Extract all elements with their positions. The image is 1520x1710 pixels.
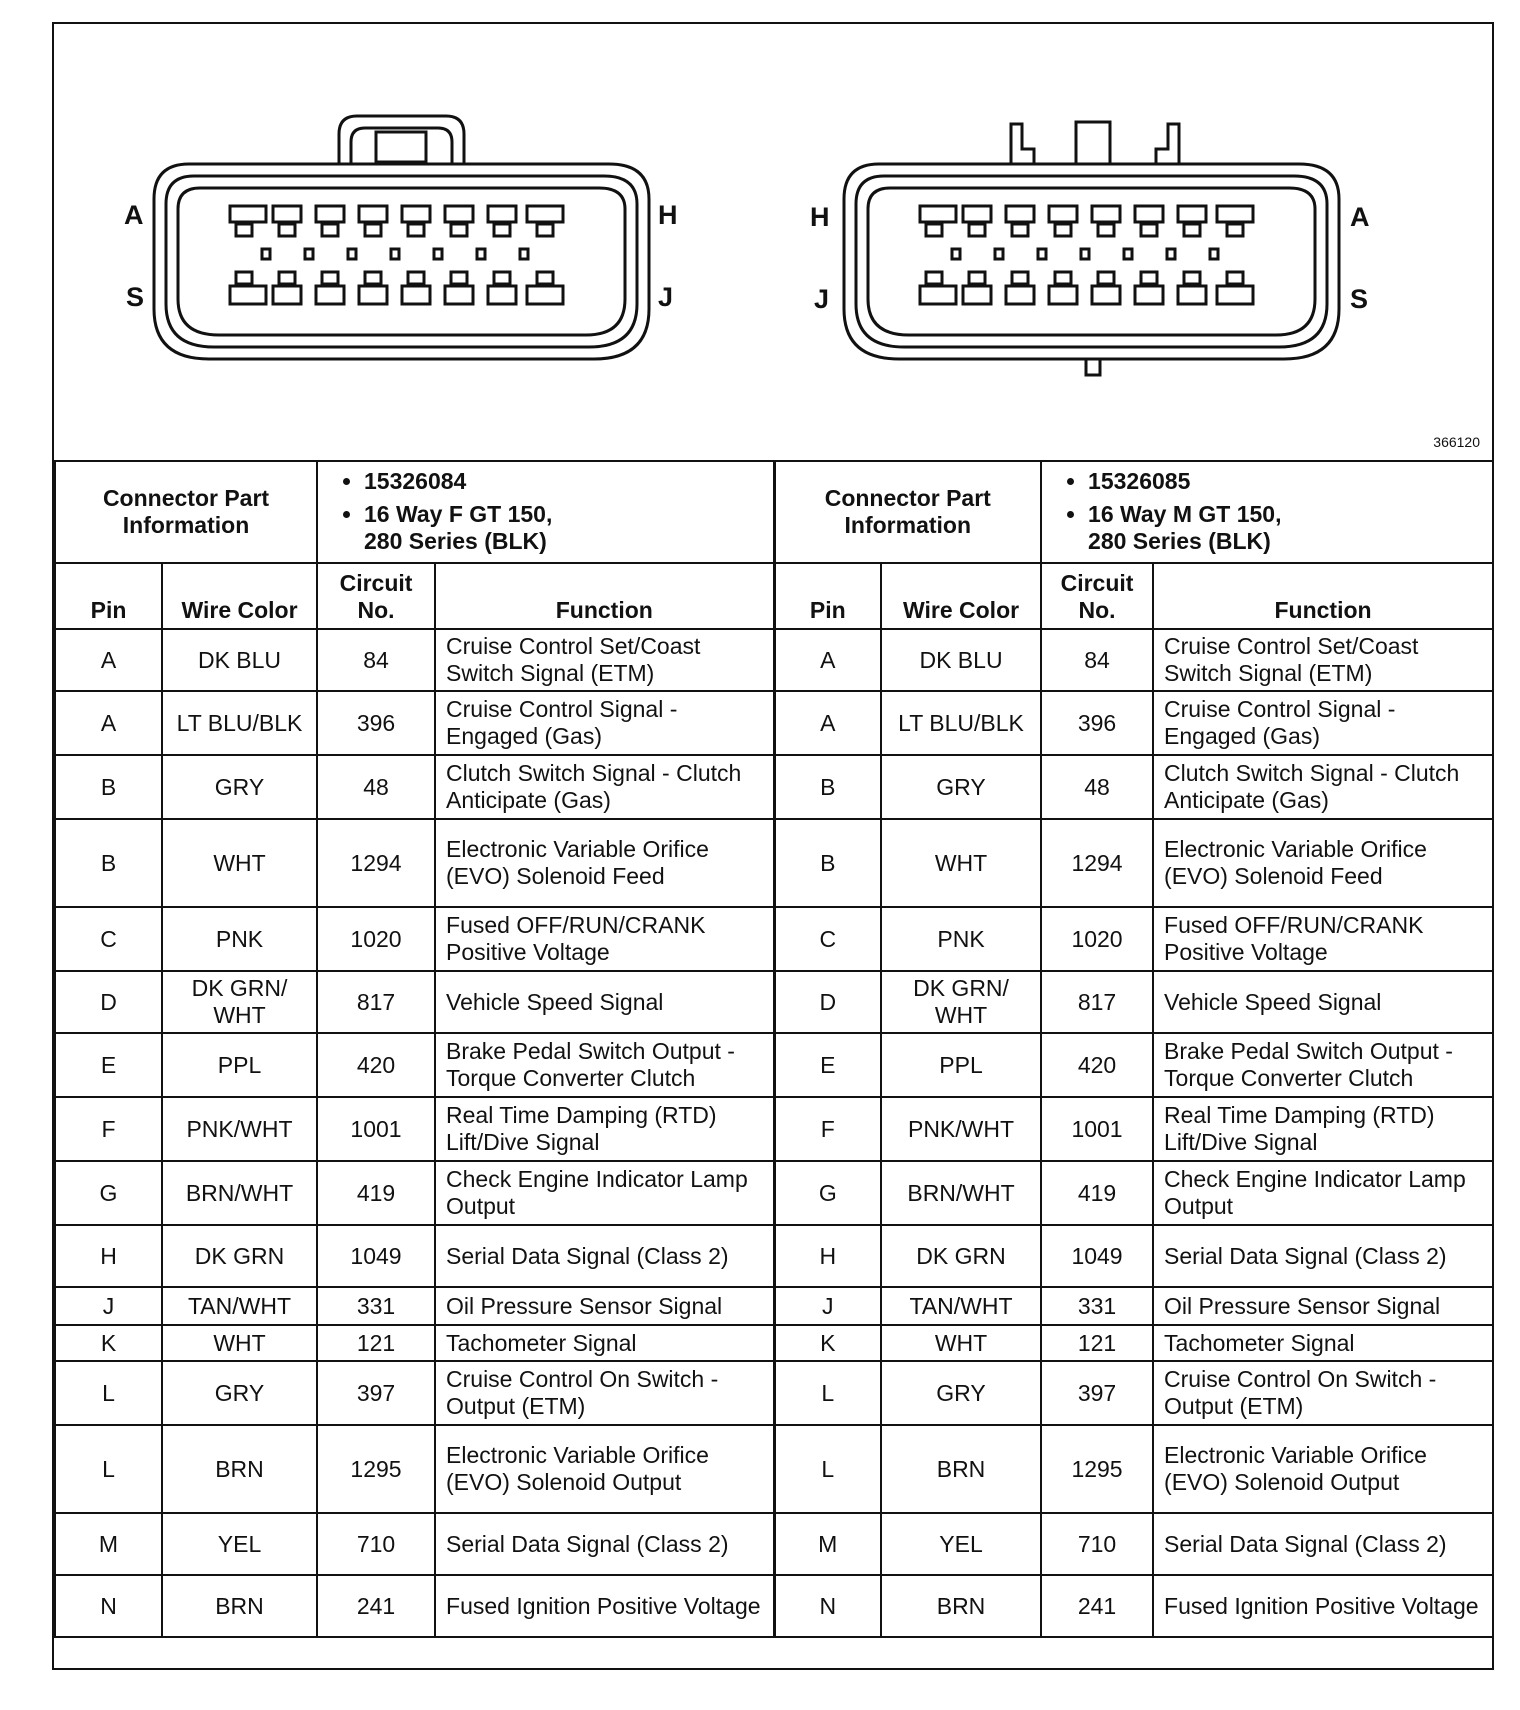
terminal-bottom <box>920 286 956 304</box>
wire-color-cell: BRN <box>162 1425 317 1513</box>
circuit-cell: 817 <box>1041 971 1153 1033</box>
table-row <box>55 1425 1493 1513</box>
terminal-key <box>262 249 270 259</box>
right-pin-label-bottom-left: J <box>814 284 830 314</box>
function-cell: Real Time Damping (RTD) Lift/Dive Signal <box>435 1097 774 1161</box>
function-cell: Electronic Variable Orifice (EVO) Solenoid Feed <box>435 819 774 907</box>
wire-color-cell: BRN/WHT <box>162 1161 317 1225</box>
circuit-cell: 241 <box>1041 1575 1153 1637</box>
wire-color-cell: PPL <box>162 1033 317 1097</box>
function-cell: Cruise Control On Switch - Output (ETM) <box>1153 1361 1493 1425</box>
pin-cell: B <box>774 755 881 819</box>
circuit-cell: 121 <box>1041 1325 1153 1361</box>
terminal-top <box>527 206 563 222</box>
function-cell: Serial Data Signal (Class 2) <box>435 1513 774 1575</box>
function-cell: Fused Ignition Positive Voltage <box>435 1575 774 1637</box>
terminal-bottom-latch <box>451 272 467 284</box>
terminal-top <box>1006 206 1034 222</box>
function-cell: Serial Data Signal (Class 2) <box>1153 1513 1493 1575</box>
terminal-top-latch <box>537 224 553 236</box>
function-cell: Brake Pedal Switch Output - Torque Converter Clutch <box>1153 1033 1493 1097</box>
circuit-cell: 241 <box>317 1575 435 1637</box>
pin-cell: K <box>55 1325 162 1361</box>
connector-pinout-table <box>54 460 1494 1638</box>
function-cell: Fused Ignition Positive Voltage <box>1153 1575 1493 1637</box>
function-cell: Cruise Control Signal - Engaged (Gas) <box>435 691 774 755</box>
terminal-top <box>402 206 430 222</box>
right-part-info-label: Connector Part Information <box>774 461 1041 563</box>
terminal-top <box>1092 206 1120 222</box>
pin-cell: N <box>55 1575 162 1637</box>
pin-cell: G <box>55 1161 162 1225</box>
circuit-cell: 48 <box>317 755 435 819</box>
terminal-bottom <box>1217 286 1253 304</box>
circuit-cell: 1295 <box>1041 1425 1153 1513</box>
circuit-cell: 710 <box>1041 1513 1153 1575</box>
terminal-bottom-latch <box>279 272 295 284</box>
connector-diagram <box>54 24 1492 460</box>
terminal-bottom <box>488 286 516 304</box>
wire-color-cell: YEL <box>881 1513 1041 1575</box>
terminal-top-latch <box>1098 224 1114 236</box>
terminal-bottom-latch <box>969 272 985 284</box>
terminal-key <box>1081 249 1089 259</box>
circuit-cell: 1295 <box>317 1425 435 1513</box>
function-cell: Cruise Control On Switch - Output (ETM) <box>435 1361 774 1425</box>
terminal-top-latch <box>1141 224 1157 236</box>
function-cell: Electronic Variable Orifice (EVO) Solenoid Feed <box>1153 819 1493 907</box>
terminal-top <box>445 206 473 222</box>
circuit-cell: 1049 <box>317 1225 435 1287</box>
terminal-bottom <box>1092 286 1120 304</box>
pin-cell: E <box>55 1033 162 1097</box>
wire-color-cell: DK GRN <box>881 1225 1041 1287</box>
circuit-cell: 48 <box>1041 755 1153 819</box>
pin-cell: H <box>55 1225 162 1287</box>
col-pin: Pin <box>774 563 881 629</box>
circuit-cell: 1049 <box>1041 1225 1153 1287</box>
function-cell: Clutch Switch Signal - Clutch Anticipate (Gas) <box>435 755 774 819</box>
pin-cell: M <box>55 1513 162 1575</box>
part-info-row <box>55 461 1493 563</box>
pin-cell: L <box>774 1361 881 1425</box>
circuit-cell: 1294 <box>317 819 435 907</box>
terminal-bottom <box>402 286 430 304</box>
terminal-top <box>920 206 956 222</box>
pin-cell: A <box>774 691 881 755</box>
terminal-key <box>1167 249 1175 259</box>
function-cell: Electronic Variable Orifice (EVO) Solenoid Output <box>1153 1425 1493 1513</box>
left-pin-label-top-left: A <box>124 200 144 230</box>
function-cell: Tachometer Signal <box>1153 1325 1493 1361</box>
pin-cell: A <box>55 629 162 691</box>
terminal-bottom-latch <box>926 272 942 284</box>
terminal-top-latch <box>1227 224 1243 236</box>
terminal-top-latch <box>1184 224 1200 236</box>
function-cell: Cruise Control Signal - Engaged (Gas) <box>1153 691 1493 755</box>
terminal-top <box>1049 206 1077 222</box>
terminal-bottom-latch <box>494 272 510 284</box>
function-cell: Cruise Control Set/Coast Switch Signal (ETM) <box>1153 629 1493 691</box>
terminal-bottom-latch <box>1012 272 1028 284</box>
terminal-bottom-latch <box>236 272 252 284</box>
terminal-bottom-latch <box>537 272 553 284</box>
function-cell: Serial Data Signal (Class 2) <box>435 1225 774 1287</box>
table-row <box>55 1033 1493 1097</box>
connector-right-male <box>844 122 1339 375</box>
circuit-cell: 1001 <box>1041 1097 1153 1161</box>
wire-color-cell: TAN/WHT <box>162 1287 317 1325</box>
left-pin-label-bottom-right: J <box>658 282 674 312</box>
wire-color-cell: DK GRN/ WHT <box>881 971 1041 1033</box>
function-cell: Vehicle Speed Signal <box>435 971 774 1033</box>
left-part-info <box>317 461 774 563</box>
terminal-top-latch <box>279 224 295 236</box>
table-row <box>55 1513 1493 1575</box>
terminal-bottom <box>1049 286 1077 304</box>
terminal-top <box>963 206 991 222</box>
terminal-bottom-latch <box>1098 272 1114 284</box>
circuit-cell: 396 <box>1041 691 1153 755</box>
circuit-cell: 1020 <box>1041 907 1153 971</box>
terminal-bottom-latch <box>1141 272 1157 284</box>
function-cell: Electronic Variable Orifice (EVO) Solenoid Output <box>435 1425 774 1513</box>
terminal-top <box>230 206 266 222</box>
function-cell: Vehicle Speed Signal <box>1153 971 1493 1033</box>
terminal-bottom <box>445 286 473 304</box>
terminal-key <box>305 249 313 259</box>
wiring-diagram-frame <box>52 22 1494 1670</box>
wire-color-cell: PNK <box>162 907 317 971</box>
circuit-cell: 1001 <box>317 1097 435 1161</box>
pin-cell: J <box>774 1287 881 1325</box>
function-cell: Serial Data Signal (Class 2) <box>1153 1225 1493 1287</box>
wire-color-cell: BRN <box>162 1575 317 1637</box>
right-pin-label-top-right: A <box>1350 202 1370 232</box>
pin-cell: L <box>55 1361 162 1425</box>
wire-color-cell: GRY <box>162 755 317 819</box>
circuit-cell: 121 <box>317 1325 435 1361</box>
pin-cell: C <box>55 907 162 971</box>
terminal-bottom <box>527 286 563 304</box>
table-row <box>55 819 1493 907</box>
wire-color-cell: WHT <box>162 1325 317 1361</box>
pin-cell: H <box>774 1225 881 1287</box>
pin-cell: G <box>774 1161 881 1225</box>
left-part-info-label: Connector Part Information <box>55 461 317 563</box>
pin-cell: E <box>774 1033 881 1097</box>
function-cell: Brake Pedal Switch Output - Torque Converter Clutch <box>435 1033 774 1097</box>
terminal-top <box>316 206 344 222</box>
table-row <box>55 1161 1493 1225</box>
terminal-top-latch <box>451 224 467 236</box>
left-pin-label-bottom-left: S <box>126 282 145 312</box>
pin-cell: D <box>774 971 881 1033</box>
terminal-bottom <box>316 286 344 304</box>
right-part-info <box>1041 461 1493 563</box>
pin-cell: C <box>774 907 881 971</box>
right-part-number: • 15326085 <box>1088 468 1486 495</box>
circuit-cell: 710 <box>317 1513 435 1575</box>
table-row <box>55 1325 1493 1361</box>
figure-id: 366120 <box>1433 434 1480 450</box>
terminal-bottom-latch <box>1184 272 1200 284</box>
wire-color-cell: LT BLU/BLK <box>162 691 317 755</box>
function-cell: Fused OFF/RUN/CRANK Positive Voltage <box>435 907 774 971</box>
terminal-key <box>1038 249 1046 259</box>
circuit-cell: 1294 <box>1041 819 1153 907</box>
pin-cell: D <box>55 971 162 1033</box>
wire-color-cell: BRN <box>881 1575 1041 1637</box>
terminal-bottom <box>1135 286 1163 304</box>
col-circuit: Circuit No. <box>1041 563 1153 629</box>
right-pin-label-bottom-right: S <box>1350 284 1369 314</box>
connector-left-female <box>154 116 649 359</box>
col-wire-color: Wire Color <box>162 563 317 629</box>
pin-cell: M <box>774 1513 881 1575</box>
table-row <box>55 629 1493 691</box>
terminal-bottom <box>1178 286 1206 304</box>
circuit-cell: 397 <box>317 1361 435 1425</box>
terminal-bottom <box>273 286 301 304</box>
circuit-cell: 420 <box>1041 1033 1153 1097</box>
terminal-bottom-latch <box>322 272 338 284</box>
function-cell: Check Engine Indicator Lamp Output <box>1153 1161 1493 1225</box>
wire-color-cell: BRN/WHT <box>881 1161 1041 1225</box>
table-row <box>55 1097 1493 1161</box>
circuit-cell: 1020 <box>317 907 435 971</box>
circuit-cell: 419 <box>1041 1161 1153 1225</box>
wire-color-cell: TAN/WHT <box>881 1287 1041 1325</box>
wire-color-cell: PPL <box>881 1033 1041 1097</box>
circuit-cell: 419 <box>317 1161 435 1225</box>
col-function: Function <box>1153 563 1493 629</box>
terminal-key <box>952 249 960 259</box>
table-row <box>55 1575 1493 1637</box>
terminal-bottom-latch <box>1227 272 1243 284</box>
circuit-cell: 420 <box>317 1033 435 1097</box>
terminal-bottom-latch <box>408 272 424 284</box>
pin-cell: K <box>774 1325 881 1361</box>
terminal-key <box>1210 249 1218 259</box>
function-cell: Clutch Switch Signal - Clutch Anticipate (Gas) <box>1153 755 1493 819</box>
terminal-top <box>1135 206 1163 222</box>
pin-cell: F <box>774 1097 881 1161</box>
terminal-bottom <box>230 286 266 304</box>
function-cell: Tachometer Signal <box>435 1325 774 1361</box>
terminal-top-latch <box>408 224 424 236</box>
terminal-top-latch <box>1055 224 1071 236</box>
pin-cell: B <box>774 819 881 907</box>
circuit-cell: 817 <box>317 971 435 1033</box>
table-row <box>55 1287 1493 1325</box>
function-cell: Oil Pressure Sensor Signal <box>435 1287 774 1325</box>
wire-color-cell: BRN <box>881 1425 1041 1513</box>
wire-color-cell: GRY <box>162 1361 317 1425</box>
wire-color-cell: LT BLU/BLK <box>881 691 1041 755</box>
col-function: Function <box>435 563 774 629</box>
terminal-bottom <box>963 286 991 304</box>
function-cell: Cruise Control Set/Coast Switch Signal (ETM) <box>435 629 774 691</box>
wire-color-cell: DK GRN <box>162 1225 317 1287</box>
terminal-bottom <box>1006 286 1034 304</box>
terminal-key <box>520 249 528 259</box>
terminal-top-latch <box>926 224 942 236</box>
wire-color-cell: WHT <box>881 1325 1041 1361</box>
wire-color-cell: GRY <box>881 755 1041 819</box>
function-cell: Fused OFF/RUN/CRANK Positive Voltage <box>1153 907 1493 971</box>
wire-color-cell: YEL <box>162 1513 317 1575</box>
circuit-cell: 84 <box>1041 629 1153 691</box>
pin-cell: L <box>55 1425 162 1513</box>
circuit-cell: 397 <box>1041 1361 1153 1425</box>
terminal-top <box>359 206 387 222</box>
connector-drawings <box>54 24 1492 460</box>
pin-cell: A <box>55 691 162 755</box>
pin-cell: B <box>55 755 162 819</box>
wire-color-cell: PNK/WHT <box>881 1097 1041 1161</box>
wire-color-cell: GRY <box>881 1361 1041 1425</box>
table-row <box>55 755 1493 819</box>
table-row <box>55 907 1493 971</box>
table-row <box>55 691 1493 755</box>
table-row <box>55 1361 1493 1425</box>
terminal-top-latch <box>322 224 338 236</box>
terminal-bottom <box>359 286 387 304</box>
left-part-description: • 16 Way F GT 150, 280 Series (BLK) <box>364 501 767 555</box>
function-cell: Oil Pressure Sensor Signal <box>1153 1287 1493 1325</box>
circuit-cell: 396 <box>317 691 435 755</box>
right-pin-label-top-left: H <box>810 202 830 232</box>
circuit-cell: 84 <box>317 629 435 691</box>
terminal-top-latch <box>236 224 252 236</box>
terminal-top <box>1178 206 1206 222</box>
terminal-key <box>348 249 356 259</box>
table-row <box>55 971 1493 1033</box>
left-part-number: • 15326084 <box>364 468 767 495</box>
terminal-key <box>1124 249 1132 259</box>
terminal-key <box>391 249 399 259</box>
circuit-cell: 331 <box>317 1287 435 1325</box>
function-cell: Check Engine Indicator Lamp Output <box>435 1161 774 1225</box>
terminal-key <box>434 249 442 259</box>
wire-color-cell: PNK <box>881 907 1041 971</box>
terminal-top-latch <box>969 224 985 236</box>
pin-cell: A <box>774 629 881 691</box>
table-row <box>55 1225 1493 1287</box>
pinout-rows <box>55 629 1493 1637</box>
pin-cell: F <box>55 1097 162 1161</box>
pin-cell: B <box>55 819 162 907</box>
terminal-bottom-latch <box>1055 272 1071 284</box>
col-circuit: Circuit No. <box>317 563 435 629</box>
terminal-key <box>995 249 1003 259</box>
wire-color-cell: PNK/WHT <box>162 1097 317 1161</box>
column-header-row <box>55 563 1493 629</box>
terminal-top-latch <box>365 224 381 236</box>
terminal-top <box>488 206 516 222</box>
col-wire-color: Wire Color <box>881 563 1041 629</box>
terminal-top <box>1217 206 1253 222</box>
terminal-top-latch <box>1012 224 1028 236</box>
col-pin: Pin <box>55 563 162 629</box>
wire-color-cell: DK GRN/ WHT <box>162 971 317 1033</box>
wire-color-cell: DK BLU <box>881 629 1041 691</box>
circuit-cell: 331 <box>1041 1287 1153 1325</box>
terminal-top-latch <box>494 224 510 236</box>
terminal-key <box>477 249 485 259</box>
wire-color-cell: WHT <box>162 819 317 907</box>
wire-color-cell: DK BLU <box>162 629 317 691</box>
function-cell: Real Time Damping (RTD) Lift/Dive Signal <box>1153 1097 1493 1161</box>
pin-cell: L <box>774 1425 881 1513</box>
pin-cell: N <box>774 1575 881 1637</box>
wire-color-cell: WHT <box>881 819 1041 907</box>
terminal-bottom-latch <box>365 272 381 284</box>
terminal-top <box>273 206 301 222</box>
right-part-description: • 16 Way M GT 150, 280 Series (BLK) <box>1088 501 1486 555</box>
pin-cell: J <box>55 1287 162 1325</box>
left-pin-label-top-right: H <box>658 200 678 230</box>
